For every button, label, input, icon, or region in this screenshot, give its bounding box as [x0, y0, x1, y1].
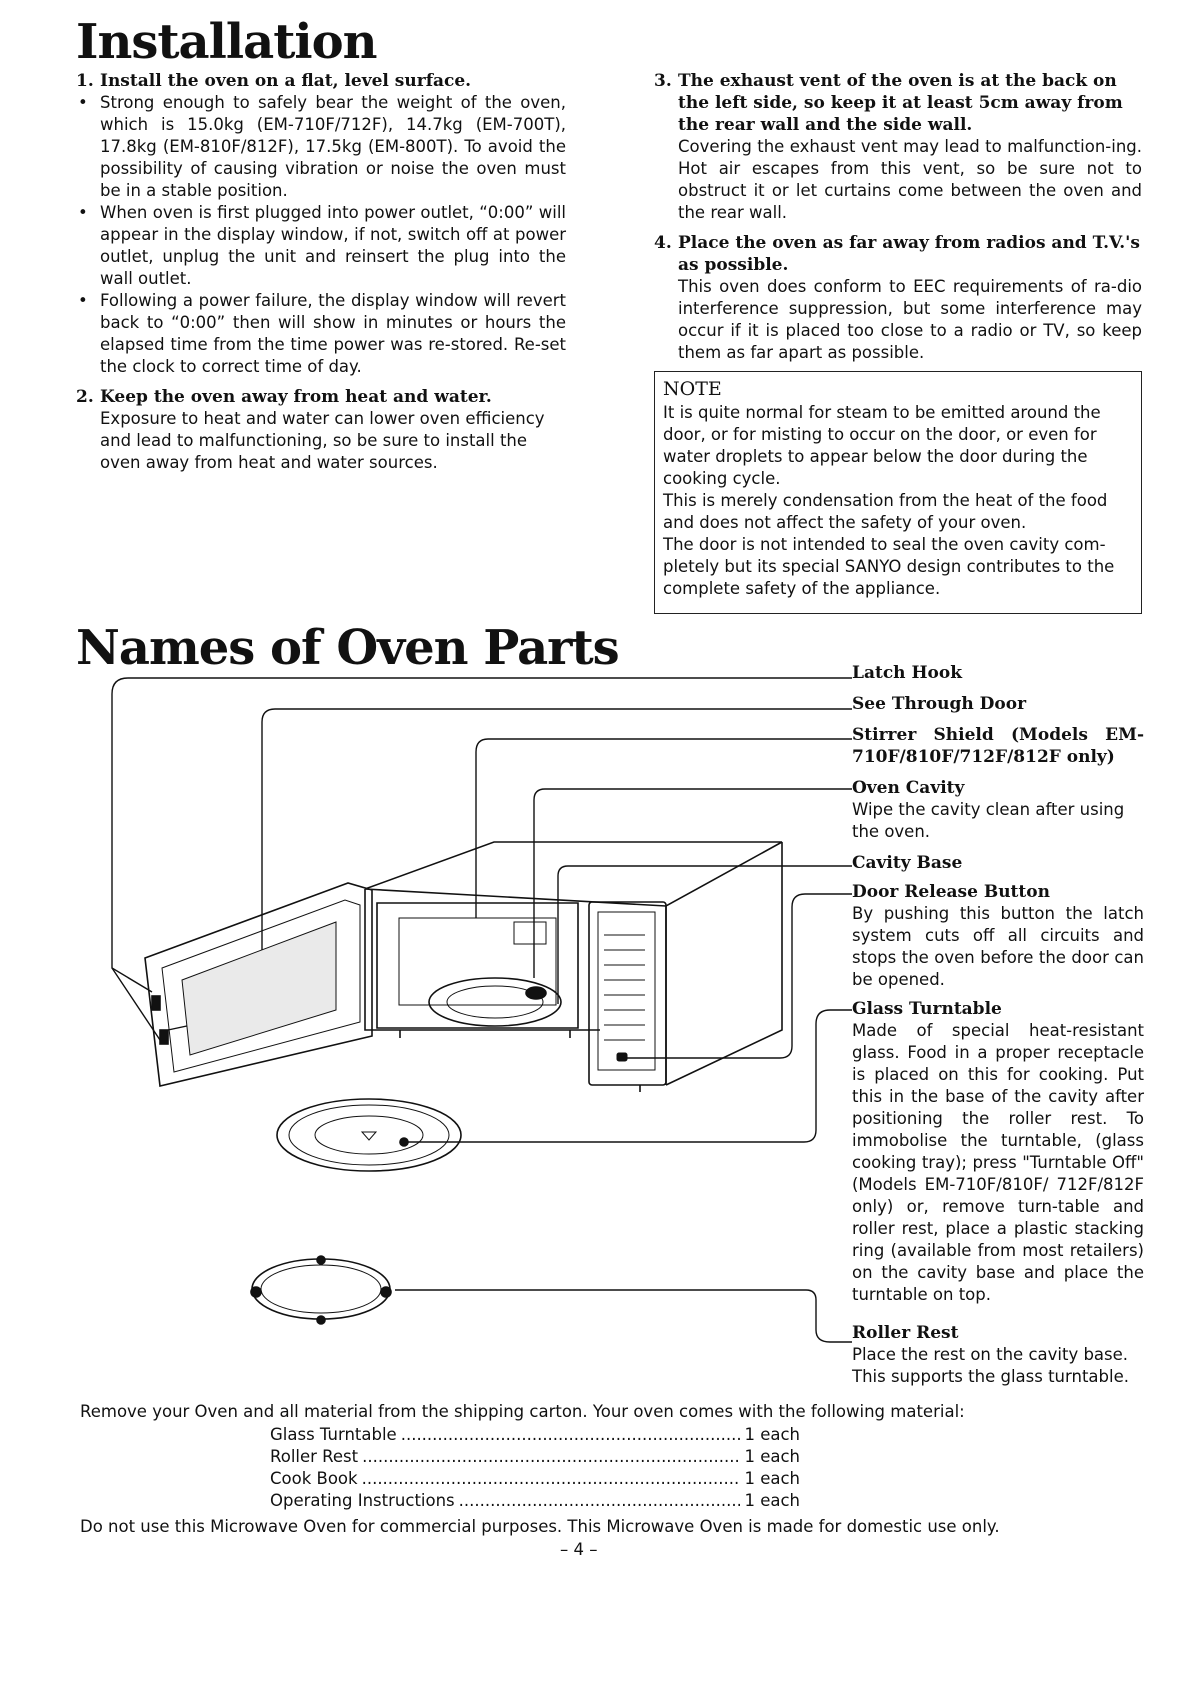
list-item: Glass Turntable ..... 1 each [270, 1424, 800, 1446]
note-heading: NOTE [663, 378, 722, 400]
bullet: • Following a power failure, the display window will revert back to “0:00” then will show in minutes or hours the elapsed time from the time power was re-stored. Re-set the clock to correct time of day. [76, 290, 566, 378]
note-box [654, 371, 1142, 614]
label-latch-hook: Latch Hook [852, 663, 962, 683]
oven-body [365, 842, 782, 1092]
install-item-1-bullets [76, 92, 566, 378]
label-door-release-desc: By pushing this button the latch system cuts off all circuits and stops the oven before the door can be opened. [852, 904, 1144, 989]
item-heading: Place the oven as far away from radios and T.V.'s as possible. [678, 233, 1140, 275]
label-stirrer-shield: Stirrer Shield (Models EM-710F/810F/712F/812F only) [852, 725, 1144, 767]
label-cavity-base: Cavity Base [852, 853, 963, 873]
list-item: Operating Instructions ..... 1 each [270, 1490, 800, 1512]
install-item-4 [654, 232, 1142, 364]
item-number: 3. [654, 71, 672, 91]
item-number: 4. [654, 233, 672, 253]
installation-title: Installation [76, 14, 377, 70]
list-item: Cook Book ..... 1 each [270, 1468, 800, 1490]
bullet: • Strong enough to safely bear the weight of the oven, which is 15.0kg (EM-710F/712F), 14.7kg (EM-700T), 17.8kg (EM-810F/812F), 17.5kg (EM-800T). To avoid the possibility of causing vibration or noise the oven must be in a stable position. [76, 92, 566, 202]
item-body: Exposure to heat and water can lower oven efficiency and lead to malfunctioning, so be sure to install the oven away from heat and water sources. [100, 409, 545, 472]
roller-rest [251, 1256, 391, 1324]
parts-title: Names of Oven Parts [76, 620, 619, 676]
item-heading: Keep the oven away from heat and water. [100, 387, 492, 407]
installation-left-column [76, 70, 566, 474]
item-body: This oven does conform to EEC requirements of ra-dio interference suppression, but some interference may occur if it is placed too close to a radio or TV, so keep them as far apart as possible. [678, 277, 1142, 362]
install-item-3 [654, 70, 1142, 224]
label-oven-cavity-desc: Wipe the cavity clean after using the oven. [852, 800, 1125, 841]
bullet: • When oven is first plugged into power outlet, “0:00” will appear in the display window, if not, switch off at power outlet, unplug the unit and reinsert the plug into the wall outlet. [76, 202, 566, 290]
label-glass-turntable: Glass Turntable [852, 999, 1002, 1019]
label-door-release-button: Door Release Button [852, 882, 1050, 902]
installation-right-column [654, 70, 1142, 364]
item-heading: The exhaust vent of the oven is at the back on the left side, so keep it at least 5cm away from the rear wall and the side wall. [678, 71, 1123, 135]
materials-intro: Remove your Oven and all material from the shipping carton. Your oven comes with the following material: [80, 1402, 965, 1421]
label-roller-rest: Roller Rest [852, 1323, 959, 1343]
label-see-through-door: See Through Door [852, 694, 1027, 714]
note-paragraph: This is merely condensation from the heat of the food and does not affect the safety of your oven. [663, 491, 1108, 532]
materials-list [270, 1424, 800, 1512]
footer-note: Do not use this Microwave Oven for commercial purposes. This Microwave Oven is made for domestic use only. [80, 1517, 1000, 1536]
oven-door [145, 883, 372, 1086]
label-oven-cavity: Oven Cavity [852, 778, 965, 798]
label-roller-rest-desc: Place the rest on the cavity base. This supports the glass turntable. [852, 1345, 1129, 1386]
list-item: Roller Rest ..... 1 each [270, 1446, 800, 1468]
install-item-2 [76, 386, 566, 474]
glass-turntable [277, 1099, 461, 1171]
item-body: Covering the exhaust vent may lead to malfunction-ing. Hot air escapes from this vent, so be sure not to obstruct it or let curtains come between the oven and the rear wall. [678, 137, 1142, 222]
install-item-1 [76, 70, 566, 92]
item-heading: Install the oven on a flat, level surface. [100, 71, 472, 91]
note-paragraph: The door is not intended to seal the oven cavity com-pletely but its special SANYO design contributes to the complete safety of the appliance. [663, 535, 1115, 598]
note-paragraph: It is quite normal for steam to be emitted around the door, or for misting to occur on the door, or even for water droplets to appear below the door during the cooking cycle. [663, 403, 1101, 488]
page-number: – 4 – [560, 1540, 598, 1559]
label-glass-turntable-desc: Made of special heat-resistant glass. Food in a proper receptacle is placed on this for cooking. Put this in the base of the cavity after positioning the roller rest. To immobolise the turntable, (glass cooking tray); press "Turntable Off" (Models EM-710F/810F/ 712F/812F only) or, remove turn-table and roller rest, place a plastic stacking ring (available from most retailers) on the cavity base and place the turntable on top. [852, 1021, 1144, 1304]
item-number: 1. [76, 71, 94, 91]
control-panel [604, 935, 645, 1061]
item-number: 2. [76, 387, 94, 407]
